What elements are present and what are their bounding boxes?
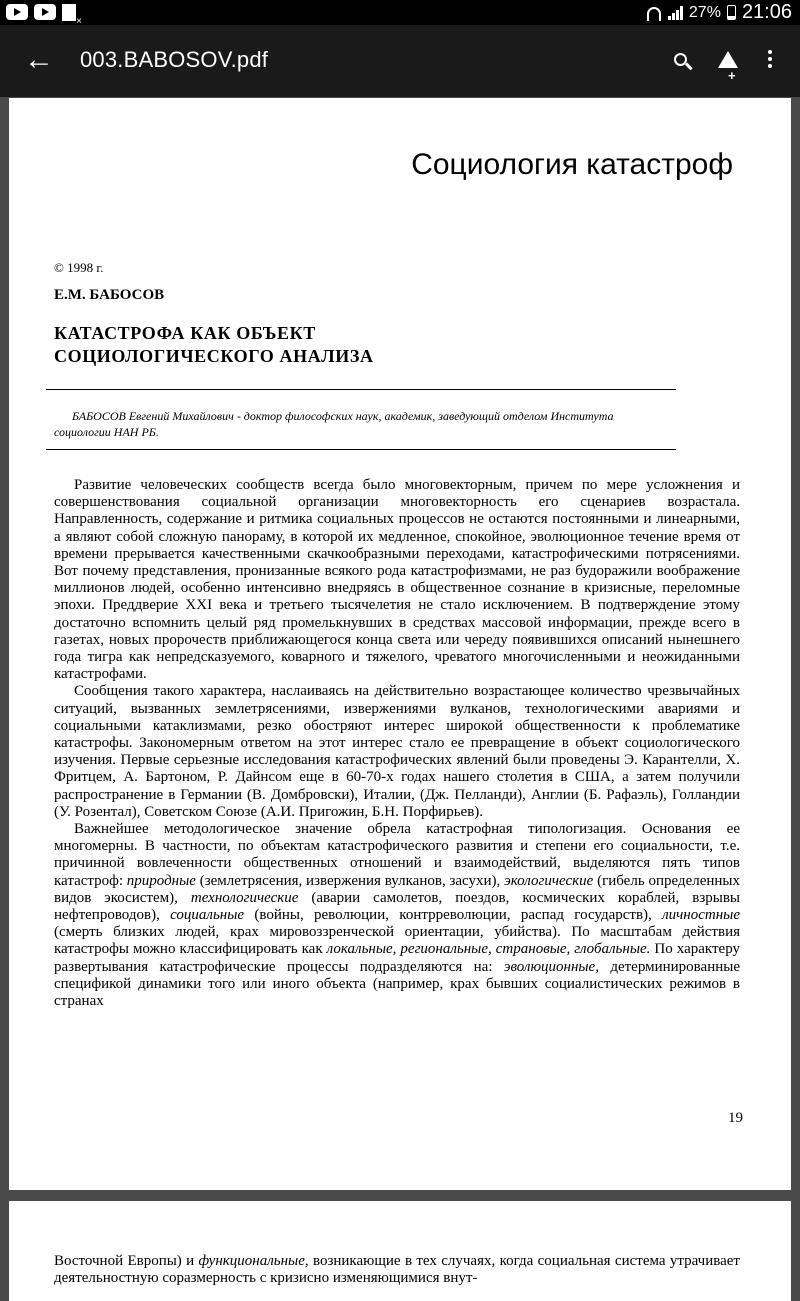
search-button[interactable] xyxy=(662,41,698,77)
heading-line-1: КАТАСТРОФА КАК ОБЪЕКТ xyxy=(54,323,316,343)
page-number: 19 xyxy=(728,1110,743,1126)
signal-icon xyxy=(668,6,683,20)
wifi-icon xyxy=(646,6,662,20)
pdf-page-1[interactable] xyxy=(9,98,791,1190)
youtube-icon xyxy=(6,4,28,20)
running-title: Социология катастроф xyxy=(411,148,733,181)
page-2-text: Восточной Европы) и функциональные, возникающие в тех случаях, когда социальная система утрачивает деятельностную соразмерность с кризисно изменяющимися внут- xyxy=(54,1253,740,1287)
youtube-icon xyxy=(34,4,56,20)
battery-icon xyxy=(727,5,736,20)
plus-icon: + xyxy=(728,68,736,83)
status-bar xyxy=(0,0,800,25)
app-bar xyxy=(0,25,800,97)
heading-line-2: СОЦИОЛОГИЧЕСКОГО АНАЛИЗА xyxy=(54,346,374,366)
back-arrow-icon[interactable]: ← xyxy=(24,43,54,76)
paragraph-2: Сообщения такого характера, наслаиваясь на действительно возрастающее количество чрезвычайных ситуаций, вызванных землетрясениями, извержениями вулканов, технологическими авариями и социальными катаклизмами, резко обостряют интерес широкой общественности к проблематике катастрофы. Закономерным ответом на этот интерес стало ее превращение в объект социологического изучения. Первые серьезные исследования катастрофических явлений были проведены Э. Карантелли, Х. Фритцем, А. Бартоном, Р. Дайнсом еще в 60-70-х годах нашего столетия в США, а затем получили распространение в Германии (В. Домбровски), Италии, (Дж. Пелланди), Англии (Б. Рафаэль), Голландии (У. Розентал), Советском Союзе (А.И. Пригожин, Б.Н. Порфирьев). xyxy=(54,683,740,820)
more-options-button[interactable] xyxy=(752,41,788,77)
clock: 21:06 xyxy=(741,1,792,23)
article-heading xyxy=(54,322,374,368)
author-name: Е.М. БАБОСОВ xyxy=(54,287,165,303)
divider-bottom xyxy=(46,449,676,450)
author-bio xyxy=(54,408,664,440)
drive-add-icon xyxy=(718,51,738,68)
more-vert-icon xyxy=(768,50,772,68)
paragraph-3: Важнейшее методологическое значение обрела катастрофная типологизация. Основания ее многомерны. В частности, по объектам катастрофического развития и степени его социальности, т.е. причинной вовлеченности общественных отношений и взаимодействий, выделяются пять типов катастроф: природные (землетрясения, извержения вулканов, засухи), экологические (гибель определенных видов экосистем), технологические (аварии самолетов, поездов, космических кораблей, взрывы нефтепроводов), социальные (войны, революции, контрреволюции, распад государств), личностные (смерть близких людей, крах мировоззренческой ориентации, убийства). По масштабам действия катастрофы можно классифицировать как локальные, региональные, страновые, глобальные. По характеру развертывания катастрофические процессы подразделяются на: эволюционные, детерминированные спецификой динамики того или иного объекта (например, крах бывших социалистических режимов в странах xyxy=(54,821,741,1010)
system-icons xyxy=(646,1,792,24)
notification-icons xyxy=(6,4,76,21)
bio-name: БАБОСОВ Евгений Михайлович xyxy=(72,409,234,423)
paragraph-1: Развитие человеческих сообществ всегда было многовекторным, причем по мере усложнения и совершенствования социальной организации многовекторность его сценариев возрастала. Направленность, содержание и ритмика социальных процессов не остаются постоянными и линеарными, а являют собой сложную панораму, в которой их медленное, спокойное, эволюционное течение время от времени прерывается качественными скачкообразными переходами, катастрофическими потрясениями. Вот почему представления, пронизанные всякого рода катастрофизмами, не раз будоражили воображение миллионов людей, особенно интенсивно внедряясь в общественное сознание в кризисные, переломные эпохи. Преддверие XXI века и третьего тысячелетия не стало исключением. В подтверждение этому достаточно вспомнить целый ряд промелькнувших в средствах массовой информации, прежде всего в газетах, новых пророчеств приближающегося конца света или череду появившихся описаний нынешнего года тигра как непредсказуемого, коварного и тяжелого, чреватого многочисленными и неожиданными катастрофами. xyxy=(54,477,740,683)
copyright: © 1998 г. xyxy=(54,260,104,275)
article-body xyxy=(54,477,740,1010)
document-title: 003.BABOSOV.pdf xyxy=(80,47,269,72)
pdf-page-2[interactable] xyxy=(9,1201,791,1301)
divider-top xyxy=(46,389,676,390)
search-icon xyxy=(674,53,687,66)
battery-percent: 27% xyxy=(688,3,721,21)
bio-rest: - доктор философских наук, академик, заведующий отделом Института социологии НАН РБ. xyxy=(54,409,614,439)
pdf-download-icon xyxy=(62,4,76,21)
